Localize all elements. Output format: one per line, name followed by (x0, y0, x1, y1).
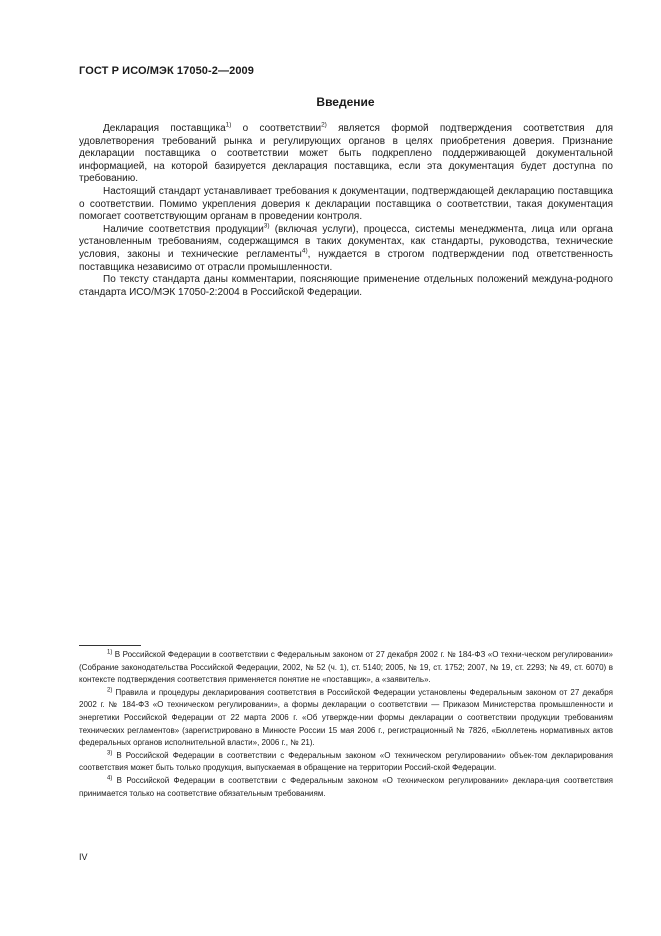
footnote-ref-4: 4) (301, 247, 308, 255)
paragraph-text: о соответствии (231, 123, 322, 134)
footnote-mark: 4) (107, 775, 113, 782)
paragraph-1 (79, 123, 613, 186)
footnote-text: В Российской Федерации в соответствии с Федеральным законом «О техническом регулировании» деклара-ция соответствия принимается только на соответствие обязательным требованиям. (79, 775, 613, 798)
section-title: Введение (316, 95, 375, 109)
footnote-ref-2: 2) (321, 121, 327, 129)
footnote-text: В Российской Федерации в соответствии с Федеральным законом «О техническом регулировании» объек-том декларирования соответствия может быть только продукция, выпускаемая в обращение на территории Россий-ской Федерации. (79, 750, 613, 773)
footnote-text: В Российской Федерации в соответствии с Федеральным законом от 27 декабря 2002 г. № 184-ФЗ «О техни-ческом регулировании» (Собрание законодательства Российской Федерации, 2002, № 52 (ч. 1), ст. 5140; 2005, № 19, ст. 1752; 2007, № 19, ст. 2293; № 49, ст. 6070) в контексте подтверждения соответствия применяется понятие не «поставщик», а «заявитель». (79, 650, 613, 685)
paragraph-4 (79, 274, 613, 299)
footnote-3 (79, 750, 613, 775)
page-number: IV (79, 852, 88, 862)
footnote-4 (79, 775, 613, 800)
footnote-mark: 1) (107, 649, 113, 656)
introduction-body (79, 123, 613, 299)
paragraph-text: (включая услуги), процесса, системы менеджмента, лица или органа установленным требованиям, содержащимся в таких документах, как стандарты, руководства, технические условия, законы и технические регламенты (79, 223, 613, 260)
footnote-ref-3: 3) (263, 222, 270, 230)
paragraph-text: является формой подтверждения соответствия для удовлетворения требований рынка и регулирующих органов в целях приобретения доверия. Признание декларации поставщика о соответствии может быть подкреплено поддерживающей документальной информацией, на которой базируется декларация поставщика, если эта документация будет доступна по требованию. (79, 123, 613, 185)
footnote-separator (79, 645, 141, 646)
footnote-1 (79, 649, 613, 687)
paragraph-text: Наличие соответствия продукции (103, 223, 264, 235)
footnote-2 (79, 687, 613, 750)
footnote-mark: 2) (107, 687, 113, 694)
paragraph-text: , нуждается в строгом подтверждении под ответственность поставщика независимо от отрасли промышленности. (79, 248, 613, 273)
paragraph-3 (79, 224, 613, 274)
footnote-mark: 3) (107, 750, 113, 757)
footnotes (79, 649, 613, 800)
paragraph-text: Декларация поставщика (103, 123, 226, 134)
footnote-text: Правила и процедуры декларирования соответствия в Российской Федерации установлены Федеральным законом от 27 декабря 2002 г. № 184-ФЗ «О техническом регулировании», а формы декларации о соответствии — Приказом Министерства промышленности и энергетики Российской Федерации от 22 марта 2006 г. «Об утвержде-нии формы декларации о соответствии продукции требованиям технических регламентов» (зарегистрировано в Минюсте России 15 мая 2006 г., регистрационный № 7826, «Бюллетень нормативных актов федеральных органов исполнительной власти», 2006 г., № 21). (79, 687, 613, 748)
document-code-header: ГОСТ Р ИСО/МЭК 17050-2—2009 (79, 65, 254, 77)
footnote-ref-1: 1) (225, 121, 232, 129)
paragraph-2 (79, 186, 613, 224)
paragraph-text: По тексту стандарта даны комментарии, поясняющие применение отдельных положений междуна-родного стандарта ИСО/МЭК 17050-2:2004 в Российской Федерации. (79, 274, 613, 298)
paragraph-text: Настоящий стандарт устанавливает требования к документации, подтверждающей декларацию поставщика о соответствии. Помимо укрепления доверия к декларации поставщика о соответствии, такая документация помогает соответствующим органам в проведении контроля. (79, 185, 613, 223)
